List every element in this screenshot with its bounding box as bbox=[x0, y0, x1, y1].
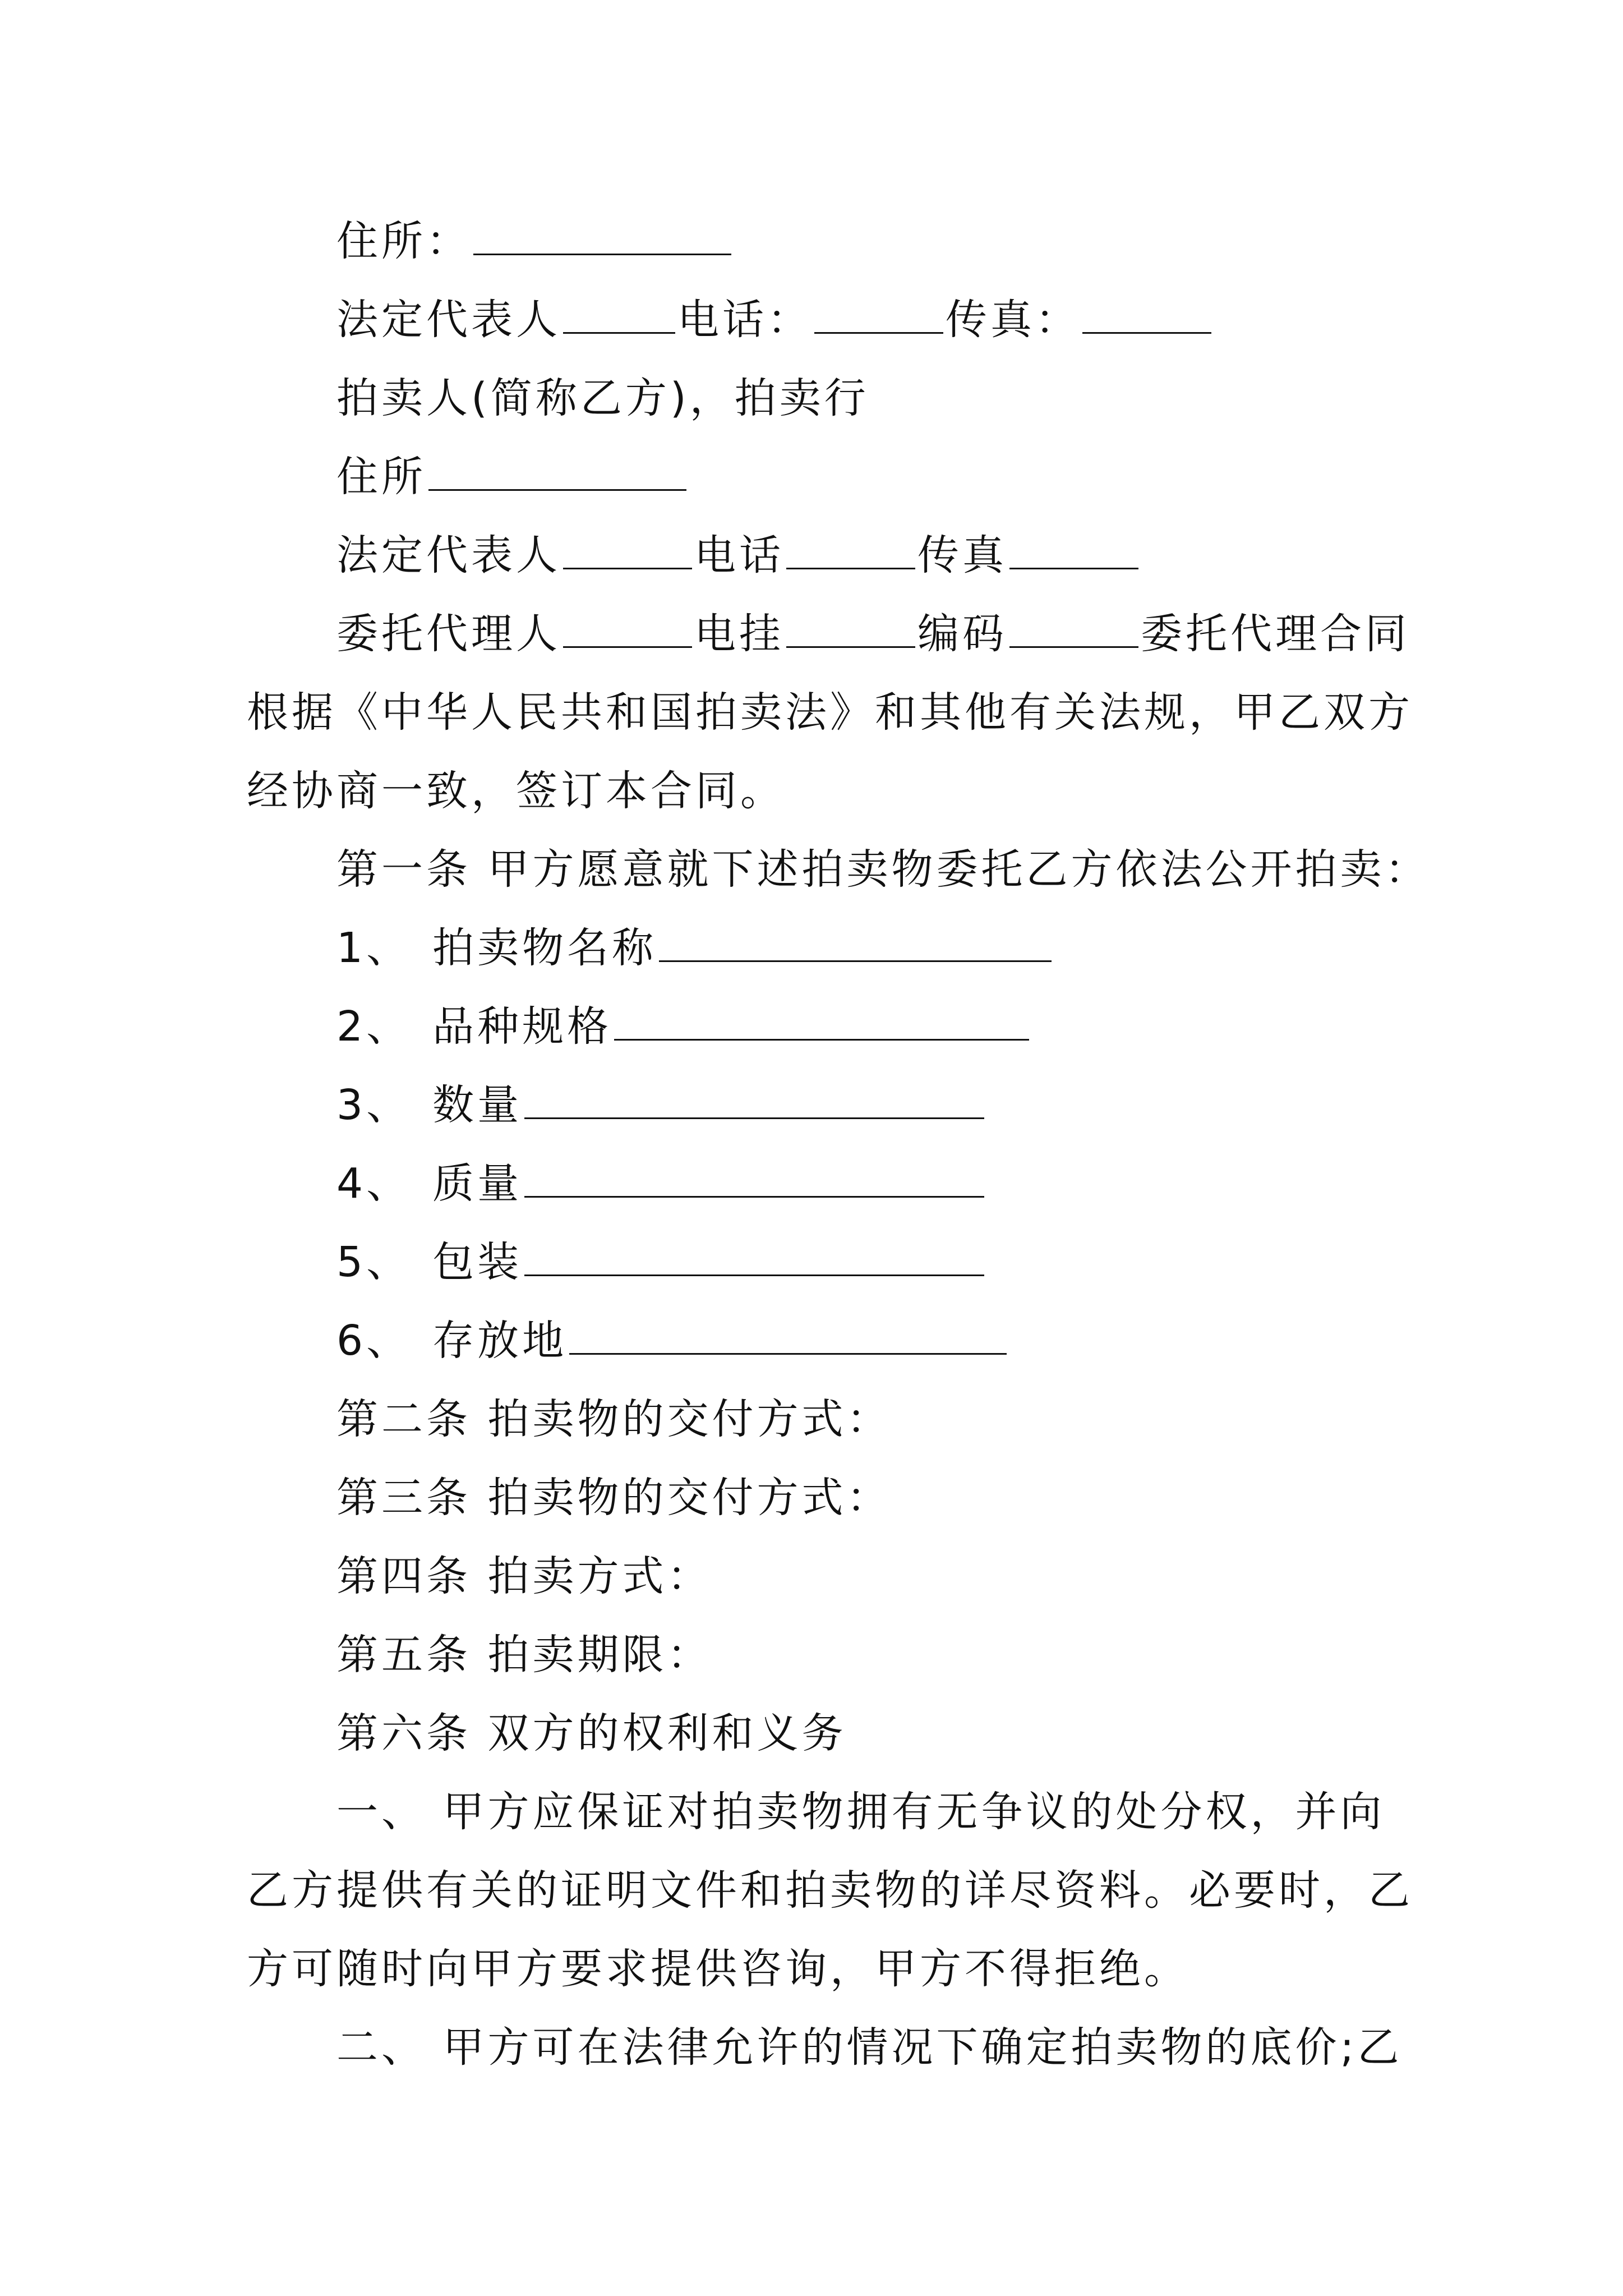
legal-rep-blank bbox=[563, 294, 675, 334]
article-2 bbox=[336, 1388, 1623, 1450]
item-label: 包装 bbox=[432, 1238, 523, 1286]
preamble-text-2: 经协商一致，签订本合同。 bbox=[247, 767, 785, 815]
fax-label: 传真 bbox=[917, 531, 1007, 579]
item-label: 存放地 bbox=[432, 1317, 568, 1365]
postcode-blank bbox=[1009, 608, 1138, 648]
article-4-text: 第四条 拍卖方式： bbox=[336, 1552, 712, 1600]
item-number: 3、 bbox=[336, 1081, 412, 1129]
telegraph-label: 电挂 bbox=[694, 610, 784, 658]
address-line-party-a bbox=[336, 210, 1623, 272]
article-3-text: 第三条 拍卖物的交付方式： bbox=[336, 1474, 892, 1522]
item-blank bbox=[614, 1001, 1029, 1041]
article-6-text: 第六条 双方的权利和义务 bbox=[336, 1709, 847, 1757]
clause-1-line-2 bbox=[247, 1860, 1623, 1921]
item-number: 4、 bbox=[336, 1159, 412, 1208]
clause-1-text-3: 方可随时向甲方要求提供咨询，甲方不得拒绝。 bbox=[247, 1945, 1189, 1993]
legal-rep-line-party-b bbox=[336, 524, 1623, 586]
address-line-party-b bbox=[336, 446, 1623, 508]
item-number: 6、 bbox=[336, 1317, 412, 1365]
auctioneer-line bbox=[336, 367, 1623, 429]
address-blank bbox=[428, 451, 686, 491]
address-label: 住所 bbox=[336, 453, 426, 501]
preamble-line-1 bbox=[247, 682, 1623, 743]
item-3 bbox=[336, 1074, 1623, 1136]
item-number: 2、 bbox=[336, 1002, 412, 1051]
article-5 bbox=[336, 1624, 1623, 1686]
item-label: 品种规格 bbox=[432, 1002, 612, 1051]
item-1 bbox=[336, 917, 1623, 979]
agent-line bbox=[336, 603, 1623, 665]
phone-blank bbox=[814, 294, 943, 334]
item-label: 数量 bbox=[432, 1081, 523, 1129]
article-1-heading bbox=[336, 839, 1623, 900]
article-2-text: 第二条 拍卖物的交付方式： bbox=[336, 1395, 892, 1443]
article-1-text: 第一条 甲方愿意就下述拍卖物委托乙方依法公开拍卖： bbox=[336, 845, 1430, 894]
item-number: 5、 bbox=[336, 1238, 412, 1286]
article-4 bbox=[336, 1545, 1623, 1607]
clause-1-text-2: 乙方提供有关的证明文件和拍卖物的详尽资料。必要时，乙 bbox=[247, 1866, 1413, 1915]
legal-rep-blank bbox=[563, 530, 692, 569]
clause-2-text-1: 二、 甲方可在法律允许的情况下确定拍卖物的底价;乙 bbox=[336, 2023, 1403, 2072]
item-4 bbox=[336, 1153, 1623, 1214]
clause-1-text-1: 一、 甲方应保证对拍卖物拥有无争议的处分权，并向 bbox=[336, 1788, 1385, 1836]
clause-1-line-3 bbox=[247, 1938, 1623, 2000]
item-number: 1、 bbox=[336, 924, 412, 972]
agent-label: 委托代理人 bbox=[336, 610, 561, 658]
item-label: 质量 bbox=[432, 1159, 523, 1208]
item-blank bbox=[524, 1236, 984, 1276]
article-6 bbox=[336, 1703, 1623, 1764]
address-label: 住所： bbox=[336, 217, 471, 265]
auctioneer-text: 拍卖人(简称乙方)，拍卖行 bbox=[336, 374, 869, 422]
item-blank bbox=[524, 1079, 984, 1119]
article-5-text: 第五条 拍卖期限： bbox=[336, 1631, 712, 1679]
legal-rep-line-party-a bbox=[336, 289, 1623, 351]
agent-blank bbox=[563, 608, 692, 648]
preamble-line-2 bbox=[247, 760, 1623, 822]
article-3 bbox=[336, 1467, 1623, 1529]
contract-type-label: 委托代理合同 bbox=[1141, 610, 1410, 658]
item-5 bbox=[336, 1231, 1623, 1293]
phone-label: 电话： bbox=[677, 296, 812, 344]
clause-2-line-1 bbox=[336, 2017, 1623, 2078]
item-6 bbox=[336, 1310, 1623, 1372]
fax-blank bbox=[1082, 294, 1211, 334]
address-blank bbox=[473, 215, 731, 255]
clause-1-line-1 bbox=[336, 1781, 1623, 1843]
item-label: 拍卖物名称 bbox=[432, 924, 657, 972]
fax-blank bbox=[1009, 530, 1138, 569]
phone-label: 电话 bbox=[694, 531, 784, 579]
postcode-label: 编码 bbox=[917, 610, 1007, 658]
telegraph-blank bbox=[786, 608, 915, 648]
preamble-text-1: 根据《中华人民共和国拍卖法》和其他有关法规，甲乙双方 bbox=[247, 688, 1413, 737]
phone-blank bbox=[786, 530, 915, 569]
item-blank bbox=[524, 1158, 984, 1198]
legal-rep-label: 法定代表人 bbox=[336, 531, 561, 579]
item-blank bbox=[659, 922, 1052, 962]
fax-label: 传真： bbox=[946, 296, 1080, 344]
legal-rep-label: 法定代表人 bbox=[336, 296, 561, 344]
item-2 bbox=[336, 996, 1623, 1057]
item-blank bbox=[569, 1315, 1007, 1355]
